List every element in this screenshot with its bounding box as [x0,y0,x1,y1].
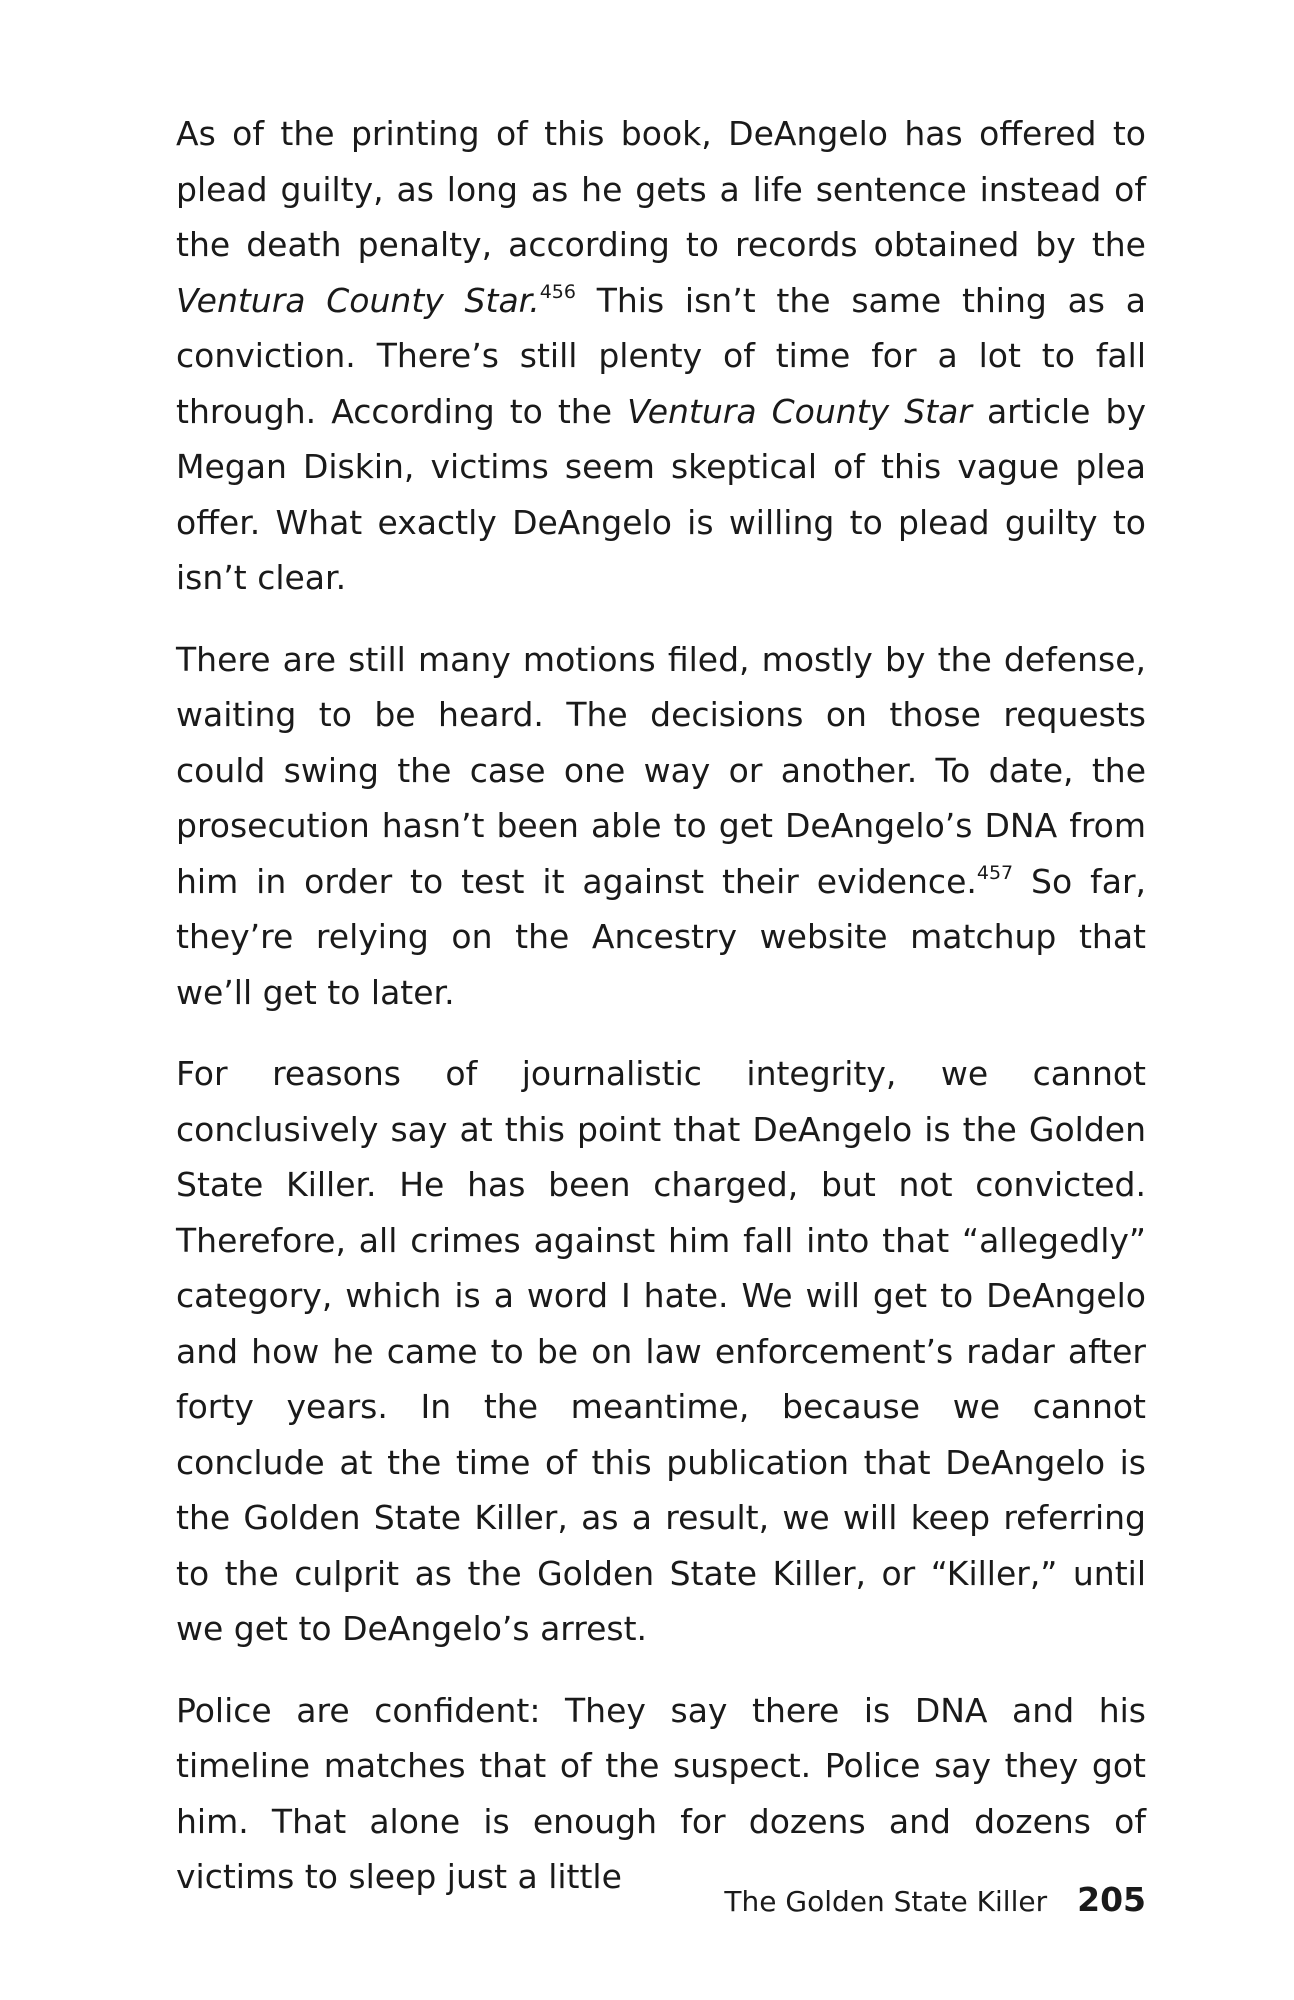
paragraph-motions [176,632,1146,1021]
text-run: There are still many motions filed, mostly by the defense, waiting to be heard. The decisions on those requests could swing the case one way or another. To date, the prosecution hasn’t been able to get DeAngelo’s DNA from him in order to test it against their evidence. [176,639,1146,901]
footnote-ref-456: 456 [539,280,576,303]
text-run: For reasons of journalistic integrity, we cannot conclusively say at this point that DeAngelo is the Golden State Killer. He has been charged, but not convicted. Therefore, all crimes against him fall into that “allegedly” category, which is a word I hate. We will get to DeAngelo and how he came to be on law enforcement’s radar after forty years. In the meantime, because we cannot conclude at the time of this publication that DeAngelo is the Golden State Killer, as a result, we will keep referring to the culprit as the Golden State Killer, or “Killer,” until we get to DeAngelo’s arrest. [176,1054,1146,1648]
text-run: article by Megan Diskin, victims seem skeptical of this vague plea offer. What exactly DeAngelo is willing to plead guilty to isn’t clear. [176,391,1146,597]
publication-title: Ventura County Star [627,391,972,431]
text-run: So far, they’re relying on the Ancestry website matchup that we’ll get to later. [176,861,1147,1012]
text-run: As of the printing of this book, DeAngelo has offered to plead guilty, as long as he gets a life sentence instead of the death penalty, according to records obtained by the [176,114,1146,264]
publication-title: Ventura County Star. [176,280,540,320]
paragraph-journalistic-integrity [176,1046,1146,1657]
text-run: This isn’t the same thing as a conviction. There’s still plenty of time for a lot to fall through. According to the [176,280,1146,431]
paragraph-police-confident [176,1683,1146,1905]
page-body [176,106,1146,1931]
text-run: Police are confident: They say there is DNA and his timeline matches that of the suspect. Police say they got him. That alone is enough for dozens and dozens of victims to sleep just a little [176,1690,1146,1896]
running-title: The Golden State Killer [724,1885,1048,1918]
page-number: 205 [1077,1880,1146,1919]
paragraph-plea-offer [176,106,1146,606]
running-footer [700,1880,1146,1920]
footnote-ref-457: 457 [976,861,1014,884]
